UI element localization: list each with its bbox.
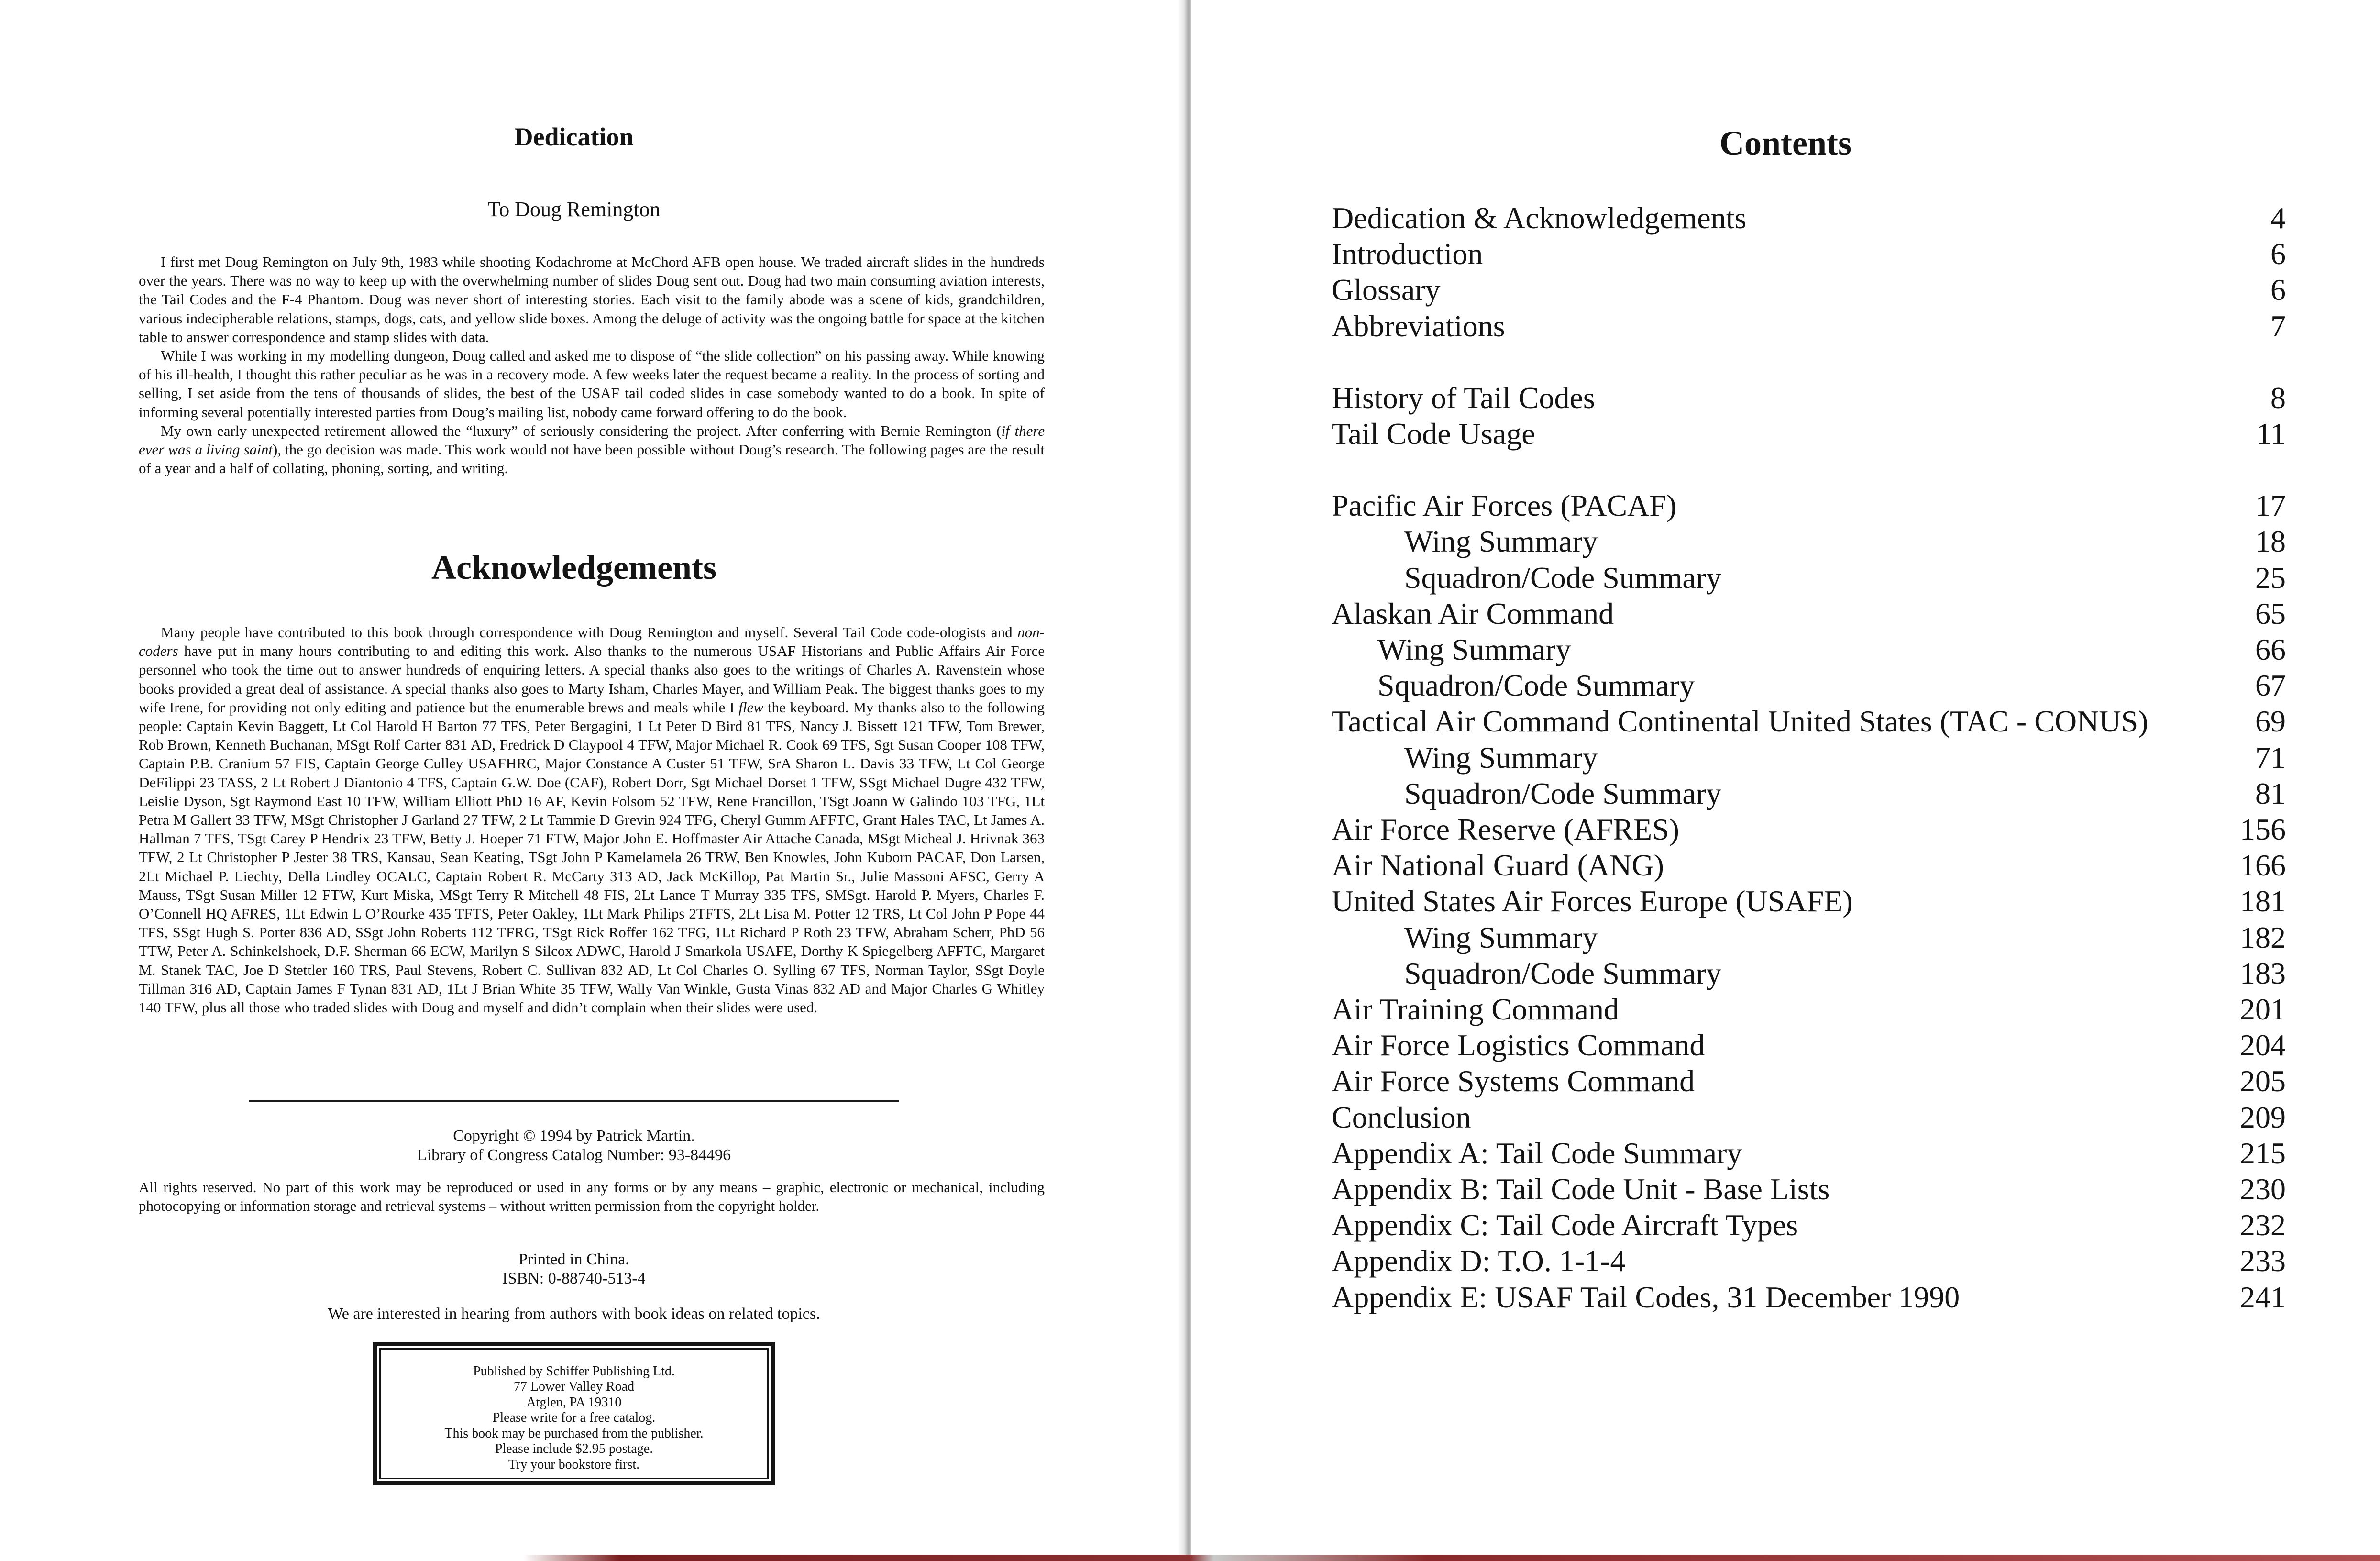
toc-entry-title: Tail Code Usage xyxy=(1332,417,1535,451)
toc-spacer xyxy=(1332,452,2286,487)
toc-entry-title: Wing Summary xyxy=(1404,740,1598,775)
toc-entry-title: Dedication & Acknowledgements xyxy=(1332,201,1747,235)
toc-entry-title: Air Force Reserve (AFRES) xyxy=(1332,812,1679,847)
toc-entry-page: 205 xyxy=(2240,1064,2286,1098)
toc-entry-page: 233 xyxy=(2240,1244,2286,1278)
toc-entry-title: Squadron/Code Summary xyxy=(1404,560,1722,595)
publisher-line: 77 Lower Valley Road xyxy=(513,1379,635,1395)
toc-entry-page: 166 xyxy=(2240,848,2286,883)
ack-part-3: the keyboard. My thanks also to the following people: Captain Kevin Baggett, Lt Col Harold H Barton 77 TFS, Peter Bergagini, 1 Lt Peter D Bird 81 TFS, Nancy J. Bissett 121 TFW, Tom Brewer, Rob Brown, Kenneth Buchanan, MSgt Rolf Carter 831 AD, Fredrick D Claypool 4 TFW, Major Michael R. Cook 69 TFS, Sgt Susan Cooper 108 TFW, Captain P.B. Cranium 57 FIS, Captain George Culley USAFHRC, Major Constance A Custer 51 TFW, SrA Sharon L. Davis 33 TFW, Lt Col George DeFilippi 23 TASS, 2 Lt Robert J Diantonio 4 TFS, Captain G.W. Doe (CAF), Robert Dorr, Sgt Michael Dorset 1 TFW, SSgt Michael Dugre 432 TFW, Leislie Dyson, Sgt Raymond East 10 TFW, William Elliott PhD 16 AF, Kevin Folsom 52 TFW, Rene Francillon, TSgt Joann W Galindo 103 TFG, 1Lt Petra M Gallert 33 TFW, MSgt Christopher J Garland 27 TFW, 2 Lt Tammie D Grevin 924 TFG, Cheryl Gumm AFFTC, Grant Hales TAC, Lt James A. Hallman 7 TFS, TSgt Carey P Hendrix 23 TFW, Betty J. Hoeper 71 FTW, Major John E. Hoffmaster Air Attache Canada, MSgt Micheal J. Hrivnak 363 TFW, 2 Lt Christopher P Jester 38 TRS, Kansau, Sean Keating, TSgt John P Kamelamela 26 TRW, Ben Knowles, John Kuborn PACAF, Don Larsen, 2Lt Michael P. Liechty, Della Lindley OCALC, Captain Robert R. McCarty 313 AD, Jack McKillop, Pat Martin Sr., Julie Massoni AFSC, Gerry A Mauss, TSgt Susan Miller 12 FTW, Kurt Miska, MSgt Terry R Mitchell 48 FIS, 2Lt Lance T Murray 335 TFS, SMSgt. Harold P. Myers, Charles F. O’Connell HQ AFRES, 1Lt Edwin L O’Rourke 435 TFTS, Peter Oakley, 1Lt Mark Philips 2TFTS, 2Lt Lisa M. Potter 12 TRS, Lt Col John P Pope 44 TFS, SSgt Hugh S. Porter 836 AD, SSgt John Roberts 112 TFRG, TSgt Rick Roffer 162 TFG, 1Lt Richard P Roth 23 TFW, Abraham Scherr, PhD 56 TTW, Peter A. Schinkelshoek, D.F. Sherman 66 ECW, Marilyn S Silcox ADWC, Harold J Smarkola USAFE, Dorthy K Spiegelberg AFFTC, Margaret M. Stanek TAC, Joe D Stettler 160 TRS, Paul Stevens, Robert C. Sullivan 832 AD, Lt Col Charles O. Sylling 67 TFS, Norman Taylor, SSgt Doyle Tillman 316 AD, Captain James F Tynan 831 AD, 1Lt J Brian White 35 TFW, Wally Van Winkle, Gusta Vinas 832 AD and Major Charles G Whitley 140 TFW, plus all those who traded slides with Doug and myself and didn’t complain when their slides were used. xyxy=(139,698,1045,1016)
toc-entry-page: 181 xyxy=(2240,884,2286,919)
isbn-line: ISBN: 0-88740-513-4 xyxy=(502,1270,646,1288)
ack-part-2: have put in many hours contributing to and editing this work. Also thanks to the numerous USAF Historians and Public Affairs Air Force personnel who took the time out to answer hundreds of enquiring letters. A special thanks also goes to the writings of Charles A. Ravenstein whose books provided a great deal of assistance. A special thanks also goes to Marty Isham, Charles Mayer, and William Peak. The biggest thanks goes to my wife Irene, for providing not only editing and patience but the enumerable brews and meals while I xyxy=(139,642,1045,716)
dedication-p3-start: My own early unexpected retirement allowed the “luxury” of seriously considering the project. After conferring with Bernie Remington ( xyxy=(161,422,1002,439)
page-edge-strip xyxy=(0,1555,2380,1561)
toc-entry xyxy=(1332,596,2286,631)
toc-entry xyxy=(1332,703,2286,739)
dedication-text xyxy=(139,253,1045,477)
publisher-line: Atglen, PA 19310 xyxy=(526,1395,622,1410)
dedication-heading: Dedication xyxy=(514,122,634,151)
toc-entry-page: 6 xyxy=(2270,273,2286,307)
toc-entry xyxy=(1332,200,2286,236)
toc-subentry xyxy=(1332,775,2286,811)
toc-entry-title: Air Training Command xyxy=(1332,992,1619,1027)
toc-entry-page: 182 xyxy=(2240,920,2286,954)
toc-entry xyxy=(1332,1171,2286,1207)
acknowledgements-text xyxy=(139,623,1045,1017)
contents-heading: Contents xyxy=(1719,124,1851,162)
toc-entry-page: 8 xyxy=(2270,380,2286,415)
toc-spacer xyxy=(1332,344,2286,380)
toc-entry-title: Appendix C: Tail Code Aircraft Types xyxy=(1332,1208,1798,1242)
toc-entry-page: 18 xyxy=(2255,524,2286,559)
toc-subentry xyxy=(1332,560,2286,596)
toc-entry-page: 215 xyxy=(2240,1136,2286,1170)
publisher-box-inner xyxy=(379,1348,769,1479)
toc-entry-title: Wing Summary xyxy=(1404,524,1598,559)
ack-part-1: Many people have contributed to this book through correspondence with Doug Remington and myself. Several Tail Code code-ologists and xyxy=(161,624,1018,641)
toc-subentry xyxy=(1332,740,2286,775)
toc-entry-title: Pacific Air Forces (PACAF) xyxy=(1332,488,1677,523)
toc-entry-page: 7 xyxy=(2270,309,2286,343)
toc-entry xyxy=(1332,1063,2286,1099)
toc-entry-page: 67 xyxy=(2255,668,2286,703)
toc-entry-page: 17 xyxy=(2255,488,2286,523)
toc-entry-page: 232 xyxy=(2240,1208,2286,1242)
publisher-line: This book may be purchased from the publisher. xyxy=(444,1426,704,1441)
library-line: Library of Congress Catalog Number: 93-84496 xyxy=(417,1146,731,1164)
toc-entry xyxy=(1332,1135,2286,1171)
toc-entry xyxy=(1332,487,2286,523)
toc-entry xyxy=(1332,380,2286,416)
publisher-line: Published by Schiffer Publishing Ltd. xyxy=(473,1364,675,1379)
table-of-contents xyxy=(1332,200,2286,1315)
dedication-to: To Doug Remington xyxy=(487,198,661,221)
publisher-box xyxy=(373,1342,775,1485)
toc-entry-page: 209 xyxy=(2240,1100,2286,1134)
toc-entry xyxy=(1332,308,2286,344)
toc-entry-page: 183 xyxy=(2240,956,2286,990)
dedication-p3-end: ), the go decision was made. This work would not have been possible without Doug’s research. The following pages are the result of a year and a half of collating, phoning, sorting, and writing. xyxy=(139,441,1045,477)
toc-entry-title: History of Tail Codes xyxy=(1332,380,1595,415)
toc-entry xyxy=(1332,1207,2286,1243)
dedication-paragraph-1: I first met Doug Remington on July 9th, 1983 while shooting Kodachrome at McChord AFB open house. We traded aircraft slides in the hundreds over the years. There was no way to keep up with the overwhelming number of slides Doug sent out. Doug had two main consuming aviation interests, the Tail Codes and the F-4 Phantom. Doug was never short of interesting stories. Each visit to the family abode was a scene of kids, grandchildren, various indecipherable relations, stamps, dogs, cats, and yellow slide boxes. Among the deluge of activity was the ongoing battle for space at the kitchen table to answer correspondence and stamp slides with data. xyxy=(139,254,1045,345)
ack-italic-flew: flew xyxy=(738,698,764,716)
toc-entry-title: Appendix E: USAF Tail Codes, 31 December 1990 xyxy=(1332,1280,1960,1314)
divider-rule xyxy=(249,1100,899,1102)
toc-entry xyxy=(1332,883,2286,919)
toc-entry-title: United States Air Forces Europe (USAFE) xyxy=(1332,884,1853,919)
interest-line: We are interested in hearing from authors with book ideas on related topics. xyxy=(328,1305,820,1323)
toc-entry-page: 66 xyxy=(2255,632,2286,667)
toc-entry xyxy=(1332,416,2286,452)
publisher-line: Please write for a free catalog. xyxy=(492,1410,656,1426)
toc-entry xyxy=(1332,1099,2286,1135)
publisher-line: Please include $2.95 postage. xyxy=(495,1441,653,1457)
left-page xyxy=(0,0,1185,1561)
toc-entry xyxy=(1332,236,2286,272)
toc-entry-title: Squadron/Code Summary xyxy=(1404,956,1722,990)
toc-subentry xyxy=(1332,631,2286,667)
printing-block xyxy=(0,1250,1148,1288)
toc-entry xyxy=(1332,811,2286,847)
dedication-p3-italic: if there ever was a living saint xyxy=(139,422,1045,458)
toc-entry-title: Appendix D: T.O. 1-1-4 xyxy=(1332,1244,1626,1278)
copyright-block xyxy=(0,1127,1148,1165)
toc-entry-page: 6 xyxy=(2270,237,2286,271)
toc-entry-page: 204 xyxy=(2240,1028,2286,1063)
toc-entry-page: 71 xyxy=(2255,740,2286,775)
toc-entry xyxy=(1332,1027,2286,1063)
toc-entry xyxy=(1332,1243,2286,1279)
toc-entry-title: Wing Summary xyxy=(1377,632,1571,667)
toc-entry-title: Squadron/Code Summary xyxy=(1377,668,1695,703)
toc-entry-page: 4 xyxy=(2270,201,2286,235)
toc-entry-title: Appendix A: Tail Code Summary xyxy=(1332,1136,1742,1170)
printed-line: Printed in China. xyxy=(518,1251,629,1268)
dedication-paragraph-2: While I was working in my modelling dungeon, Doug called and asked me to dispose of “the slide collection” on his passing away. While knowing of his ill-health, I thought this rather peculiar as he was in a recovery mode. A few weeks later the request became a reality. In the process of sorting and selling, I set aside from the tens of thousands of slides, the best of the USAF tail coded slides in case somebody wanted to do a book. In spite of informing several potentially interested parties from Doug’s mailing list, nobody came forward offering to do the book. xyxy=(139,347,1045,421)
toc-entry-page: 230 xyxy=(2240,1172,2286,1207)
toc-entry-page: 25 xyxy=(2255,560,2286,595)
toc-entry-title: Tactical Air Command Continental United States (TAC - CONUS) xyxy=(1332,704,2149,739)
toc-entry-title: Air Force Systems Command xyxy=(1332,1064,1695,1098)
toc-entry-page: 65 xyxy=(2255,596,2286,631)
toc-entry-title: Air Force Logistics Command xyxy=(1332,1028,1705,1063)
toc-entry-title: Conclusion xyxy=(1332,1100,1471,1134)
toc-subentry xyxy=(1332,919,2286,955)
toc-entry xyxy=(1332,847,2286,883)
toc-entry-title: Appendix B: Tail Code Unit - Base Lists xyxy=(1332,1172,1830,1207)
copyright-line: Copyright © 1994 by Patrick Martin. xyxy=(453,1127,695,1145)
toc-entry-page: 201 xyxy=(2240,992,2286,1027)
toc-entry-page: 241 xyxy=(2240,1280,2286,1314)
toc-entry-page: 81 xyxy=(2255,776,2286,810)
rights-text: All rights reserved. No part of this work may be reproduced or used in any forms or by any means – graphic, electronic or mechanical, including photocopying or information storage and retrieval systems – without written permission from the copyright holder. xyxy=(139,1179,1045,1215)
toc-entry-page: 69 xyxy=(2255,704,2286,739)
toc-entry xyxy=(1332,1279,2286,1315)
toc-entry-title: Glossary xyxy=(1332,273,1441,307)
toc-entry-title: Introduction xyxy=(1332,237,1483,271)
toc-entry-title: Squadron/Code Summary xyxy=(1404,776,1722,810)
toc-entry-page: 156 xyxy=(2240,812,2286,847)
toc-entry-title: Alaskan Air Command xyxy=(1332,596,1614,631)
toc-entry xyxy=(1332,991,2286,1027)
dedication-paragraph-3 xyxy=(139,421,1045,478)
acknowledgements-paragraph xyxy=(139,623,1045,1017)
toc-subentry xyxy=(1332,667,2286,703)
toc-subentry xyxy=(1332,955,2286,991)
publisher-line: Try your bookstore first. xyxy=(508,1457,640,1472)
toc-subentry xyxy=(1332,523,2286,559)
acknowledgements-heading: Acknowledgements xyxy=(431,548,716,587)
ack-italic-non-coders: non-coders xyxy=(139,624,1045,660)
toc-entry-title: Wing Summary xyxy=(1404,920,1598,954)
toc-entry-page: 11 xyxy=(2256,417,2286,451)
toc-entry-title: Abbreviations xyxy=(1332,309,1505,343)
toc-entry-title: Air National Guard (ANG) xyxy=(1332,848,1664,883)
toc-entry xyxy=(1332,272,2286,308)
